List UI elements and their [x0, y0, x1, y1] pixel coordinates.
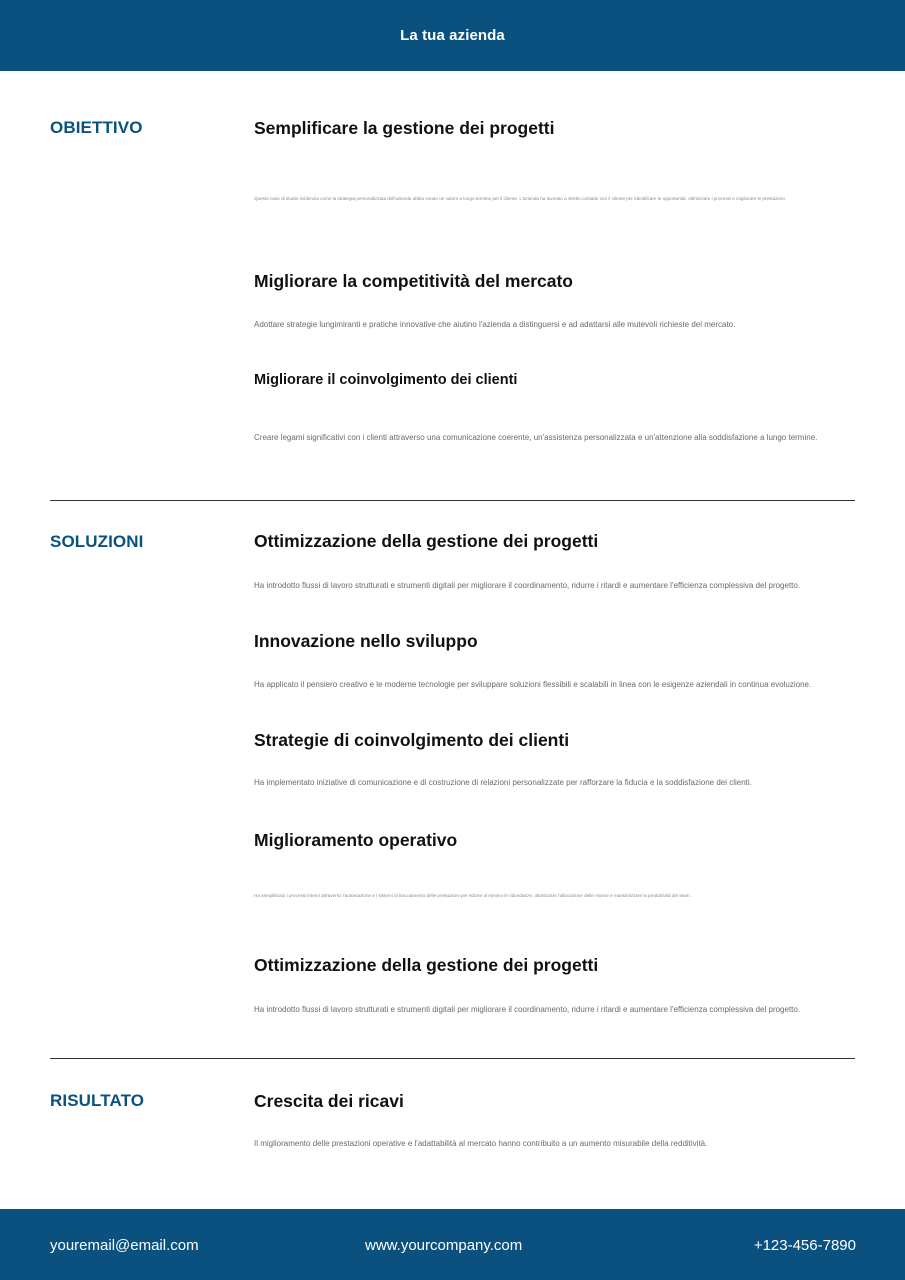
solution-title-5: Ottimizzazione della gestione dei progetti: [254, 955, 599, 975]
solution-title-2: Innovazione nello sviluppo: [254, 631, 478, 651]
solution-title-3: Strategie di coinvolgimento dei clienti: [254, 730, 570, 750]
objective-title-3: Migliorare il coinvolgimento dei clienti: [254, 372, 518, 388]
solution-desc-2: Ha applicato il pensiero creativo e le moderne tecnologie per sviluppare soluzioni flessibili e scalabili in linea con le esigenze aziendali in continua evoluzione.: [254, 680, 812, 689]
objective-desc-2: Adottare strategie lungimiranti e pratiche innovative che aiutino l'azienda a distinguersi e ad adattarsi alle mutevoli richieste del mercato.: [254, 320, 736, 329]
company-name: La tua azienda: [400, 27, 505, 44]
solution-desc-1: Ha introdotto flussi di lavoro strutturati e strumenti digitali per migliorare il coordinamento, ridurre i ritardi e aumentare l'efficienza complessiva del progetto.: [254, 581, 801, 590]
solution-desc-5: Ha introdotto flussi di lavoro strutturati e strumenti digitali per migliorare il coordinamento, ridurre i ritardi e aumentare l'efficienza complessiva del progetto.: [254, 1005, 801, 1014]
footer-phone-link[interactable]: +123-456-7890: [753, 1237, 856, 1254]
footer-bar: [0, 1209, 905, 1280]
section-divider-2: [50, 1058, 855, 1059]
solution-title-1: Ottimizzazione della gestione dei progetti: [254, 531, 599, 551]
footer-website-link[interactable]: www.yourcompany.com: [365, 1237, 523, 1254]
section-label-objective: OBIETTIVO: [50, 118, 143, 137]
result-title-1: Crescita dei ricavi: [254, 1091, 404, 1111]
header-bar: [0, 0, 905, 71]
section-label-solutions: SOLUZIONI: [50, 532, 144, 551]
solution-desc-3: Ha implementato iniziative di comunicazione e di costruzione di relazioni personalizzate per rafforzare la fiducia e la soddisfazione dei clienti.: [254, 778, 752, 787]
solution-desc-4: Ha semplificato i processi interni attraverso l'automazione e i sistemi di tracciamento delle prestazioni per ridurre al minimo le ridondanze, ottimizzare l'allocazione delle risorse e massimizzare la produttività dei team.: [254, 893, 691, 898]
section-divider-1: [50, 500, 855, 501]
solution-title-4: Miglioramento operativo: [254, 830, 458, 850]
objective-title-1: Semplificare la gestione dei progetti: [254, 118, 555, 138]
objective-desc-3: Creare legami significativi con i clienti attraverso una comunicazione coerente, un'assistenza personalizzata e un'attenzione alla soddisfazione a lungo termine.: [254, 433, 818, 442]
objective-desc-1: Questo caso di studio evidenzia come la strategia personalizzata dell'azienda abbia creato un valore a lungo termine per il cliente. L'azienda ha lavorato a stretto contatto con il cliente per identificare le opportunità, ottimizzare i processi e migliorare le prestazioni.: [254, 196, 786, 201]
result-desc-1: Il miglioramento delle prestazioni operative e l'adattabilità al mercato hanno contribuito a un aumento misurabile della redditività.: [254, 1139, 708, 1148]
footer-email-link[interactable]: youremail@email.com: [50, 1237, 199, 1254]
objective-title-2: Migliorare la competitività del mercato: [254, 271, 573, 291]
section-label-result: RISULTATO: [50, 1091, 145, 1110]
